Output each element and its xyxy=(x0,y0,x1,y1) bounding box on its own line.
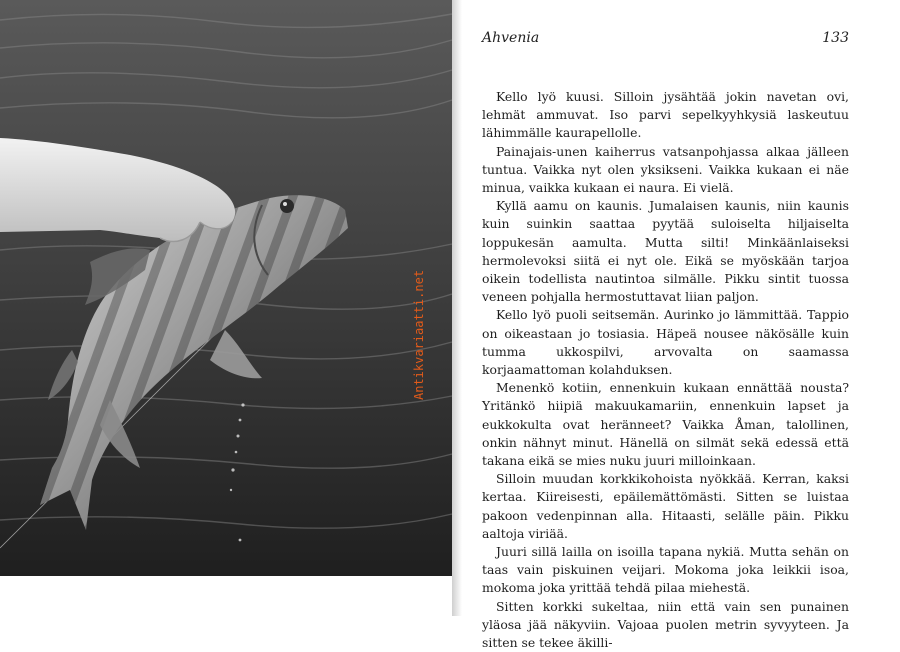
text-page xyxy=(462,0,900,651)
paragraph: Menenkö kotiin, ennenkuin kukaan ennättää nousta? Yritänkö hiipiä makuukamariin, ennenkuin lapset ja eukkokulta ovat heränneet? Vaikka Åman, talollinen, onkin nähnyt minut. Hänellä on silmät sekä edessä että takana eikä se mies nuku juuri milloinkaan. xyxy=(482,380,849,469)
book-gutter xyxy=(452,0,462,616)
watermark xyxy=(396,230,426,400)
paragraph: Sitten korkki sukeltaa, niin että vain sen punainen yläosa jää näkyviin. Vajoaa puolen metrin syvyyteen. Ja sitten se tekee äkilli- xyxy=(482,598,849,651)
paragraph: Kello lyö puoli seitsemän. Aurinko jo lämmittää. Tappio on oikeastaan jo tosiasia. Häpeä nousee näkösälle kuin tumma ukkospilvi, arvovalta on saamassa korjaamattoman kolahduksen. xyxy=(482,307,849,378)
paragraph: Kello lyö kuusi. Silloin jysähtää jokin navetan ovi, lehmät ammuvat. Iso parvi sepelkyyhkysiä laskeutuu lähimmälle kaurapellolle. xyxy=(482,89,849,141)
paragraph: Kyllä aamu on kaunis. Jumalaisen kaunis, niin kaunis kuin suinkin saattaa pyytää suloiselta hiljaiselta loppukesän aamulta. Mutta silti! Minkäänlaiseksi hermolevoksi siitä ei nyt ole. Eikä se myöskään tarjoa oikein todellista nautintoa silmälle. Pikku sintit tuossa veneen pohjalla hermostuttavat liian paljon. xyxy=(482,198,849,305)
paragraph: Painajais-unen kaiherrus vatsanpohjassa alkaa jälleen tuntua. Vaikka nyt olen yksikseni. Vaikka kukaan ei näe minua, vaikka kukaan ei naura. Ei vielä. xyxy=(482,143,849,196)
running-title: Ahvenia xyxy=(482,30,540,46)
body-text xyxy=(482,88,849,652)
watermark-text: Antikvariaatti.net xyxy=(412,269,426,400)
paragraph: Silloin muudan korkkikohoista nyökkää. Kerran, kaksi kertaa. Kiireisesti, epäilemättömästi. Sitten se luistaa pakoon vedenpinnan alla. Hitaasti, selälle päin. Pikku aaltoja viriää. xyxy=(482,471,849,541)
paragraph: Juuri sillä lailla on isoilla tapana nykiä. Mutta sehän on taas vain piskuinen veijari. Mokoma joka leikkii isoa, mokoma joka yrittää tehdä pilaa miehestä. xyxy=(482,544,849,596)
page-number: 133 xyxy=(822,30,849,46)
photo-page xyxy=(0,0,452,576)
running-head xyxy=(482,30,849,48)
fish-photo xyxy=(0,0,452,576)
